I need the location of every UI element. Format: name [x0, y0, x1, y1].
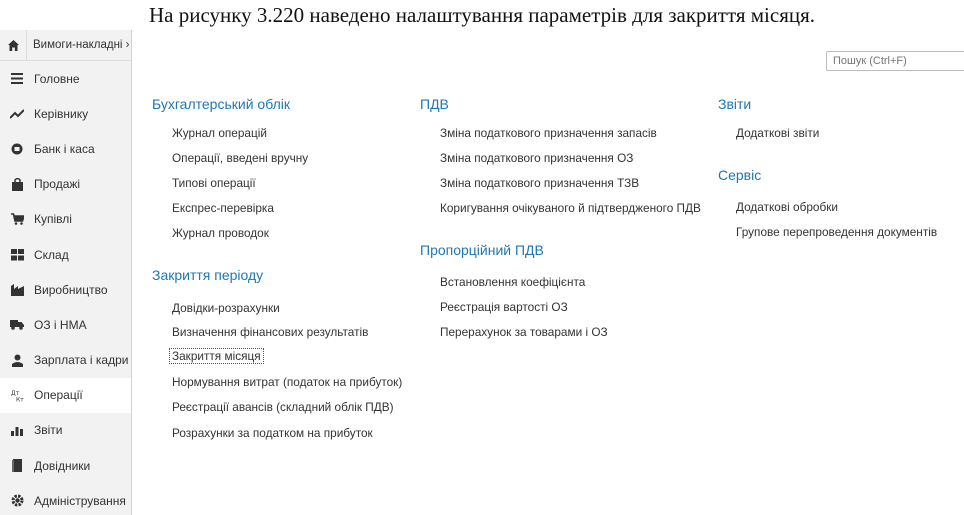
sidebar-item-bank-kasa[interactable]: [0, 131, 131, 166]
section-title-accounting: Бухгалтерський облік: [152, 96, 290, 112]
link-dodatkovi-zvity[interactable]: Додаткові звіти: [736, 126, 820, 140]
sidebar: [0, 30, 132, 515]
app-window: [0, 30, 964, 515]
trend-icon: [6, 109, 28, 119]
sidebar-item-kupivli[interactable]: [0, 202, 131, 237]
link-vyznachennia-fin-rezultativ[interactable]: Визначення фінансових результатів: [172, 325, 369, 339]
section-title-reports: Звіти: [718, 96, 752, 112]
link-normuvannia-vytrat[interactable]: Нормування витрат (податок на прибуток): [172, 375, 403, 389]
truck-icon: [6, 319, 28, 330]
section-title-vat: ПДВ: [420, 96, 449, 112]
link-zhurnal-operatsii[interactable]: Журнал операцій: [172, 126, 267, 140]
sidebar-item-label: Головне: [34, 71, 80, 86]
link-dodatkovi-obrobky[interactable]: Додаткові обробки: [736, 200, 838, 214]
section-title-service: Сервіс: [718, 167, 762, 183]
open-tab-vymogy-nakladni[interactable]: Вимоги-накладні ›: [26, 30, 131, 60]
link-zakryttia-misiatsia[interactable]: Закриття місяця: [169, 348, 264, 364]
link-reiestratsiia-vartosti-oz[interactable]: Реєстрація вартості ОЗ: [440, 300, 568, 314]
svg-text:Кт: Кт: [15, 396, 24, 402]
sidebar-item-prodazhi[interactable]: [0, 167, 131, 202]
sidebar-item-label: Звіти: [34, 423, 63, 438]
link-vstanovlennia-koefitsiienta[interactable]: Встановлення коефіцієнта: [440, 275, 586, 289]
sidebar-item-operatsii[interactable]: [0, 378, 131, 413]
shopping-bag-icon: [6, 178, 28, 191]
sidebar-top-bar: [0, 30, 131, 61]
debit-credit-icon: [6, 389, 28, 402]
sidebar-item-label: Продажі: [34, 177, 81, 192]
link-pererakhunok-tovary-oz[interactable]: Перерахунок за товарами і ОЗ: [440, 325, 608, 339]
sidebar-item-dovidnyky[interactable]: [0, 448, 131, 483]
sidebar-item-oz-nma[interactable]: [0, 307, 131, 342]
svg-text:Дт: Дт: [10, 389, 19, 397]
bank-icon: [6, 143, 28, 155]
sidebar-item-label: Адміністрування: [34, 493, 126, 508]
link-hrupove-pereprovedennia[interactable]: Групове перепроведення документів: [736, 225, 938, 239]
sidebar-item-kerivnyku[interactable]: [0, 96, 131, 131]
link-ekspres-perevirka[interactable]: Експрес-перевірка: [172, 201, 274, 215]
sidebar-item-label: Склад: [34, 247, 69, 262]
sidebar-item-zvity[interactable]: [0, 413, 131, 448]
home-icon[interactable]: [0, 39, 26, 52]
warehouse-icon: [6, 249, 28, 261]
sidebar-item-label: ОЗ і НМА: [34, 317, 87, 332]
person-icon: [6, 354, 28, 367]
sidebar-item-label: Банк і каса: [34, 141, 95, 156]
sidebar-item-administruvannia[interactable]: [0, 483, 131, 515]
gear-icon: [6, 494, 28, 507]
sidebar-item-label: Виробництво: [34, 282, 108, 297]
sidebar-item-sklad[interactable]: [0, 237, 131, 272]
sidebar-item-holovne[interactable]: [0, 61, 131, 96]
link-typovi-operatsii[interactable]: Типові операції: [172, 176, 256, 190]
link-rozrakhunky-podatok-prybutok[interactable]: Розрахунки за податком на прибуток: [172, 426, 373, 440]
sidebar-item-label: Довідники: [34, 458, 91, 473]
link-reiestratsii-avansiv[interactable]: Реєстрації авансів (складний облік ПДВ): [172, 400, 394, 414]
link-dovidky-rozrakhunky[interactable]: Довідки-розрахунки: [172, 301, 280, 315]
document-caption: На рисунку 3.220 наведено налаштування параметрів для закриття місяця.: [148, 3, 816, 27]
sidebar-item-label: Керівнику: [34, 106, 89, 121]
factory-icon: [6, 284, 28, 296]
search-input[interactable]: [826, 51, 964, 71]
menu-icon: [6, 73, 28, 84]
cart-icon: [6, 213, 28, 225]
bar-chart-icon: [6, 425, 28, 436]
sidebar-item-zarplata-kadry[interactable]: [0, 343, 131, 378]
sidebar-item-label: Операції: [34, 388, 83, 403]
sidebar-item-label: Зарплата і кадри: [34, 353, 129, 368]
link-zmina-pp-oz[interactable]: Зміна податкового призначення ОЗ: [440, 151, 634, 165]
section-title-period-close: Закриття періоду: [152, 267, 264, 283]
link-operatsii-vvedeni-vruchnu[interactable]: Операції, введені вручну: [172, 151, 309, 165]
section-title-prop-vat: Пропорційний ПДВ: [420, 242, 544, 258]
link-zmina-pp-zapasiv[interactable]: Зміна податкового призначення запасів: [440, 126, 657, 140]
link-zmina-pp-tzv[interactable]: Зміна податкового призначення ТЗВ: [440, 176, 640, 190]
sidebar-item-label: Купівлі: [34, 212, 72, 227]
link-zhurnal-provodok[interactable]: Журнал проводок: [172, 226, 269, 240]
book-icon: [6, 459, 28, 472]
link-koryguvannia-pdv[interactable]: Коригування очікуваного й підтвердженого ПДВ: [440, 201, 701, 215]
sidebar-item-vyrobnytstvo[interactable]: [0, 272, 131, 307]
